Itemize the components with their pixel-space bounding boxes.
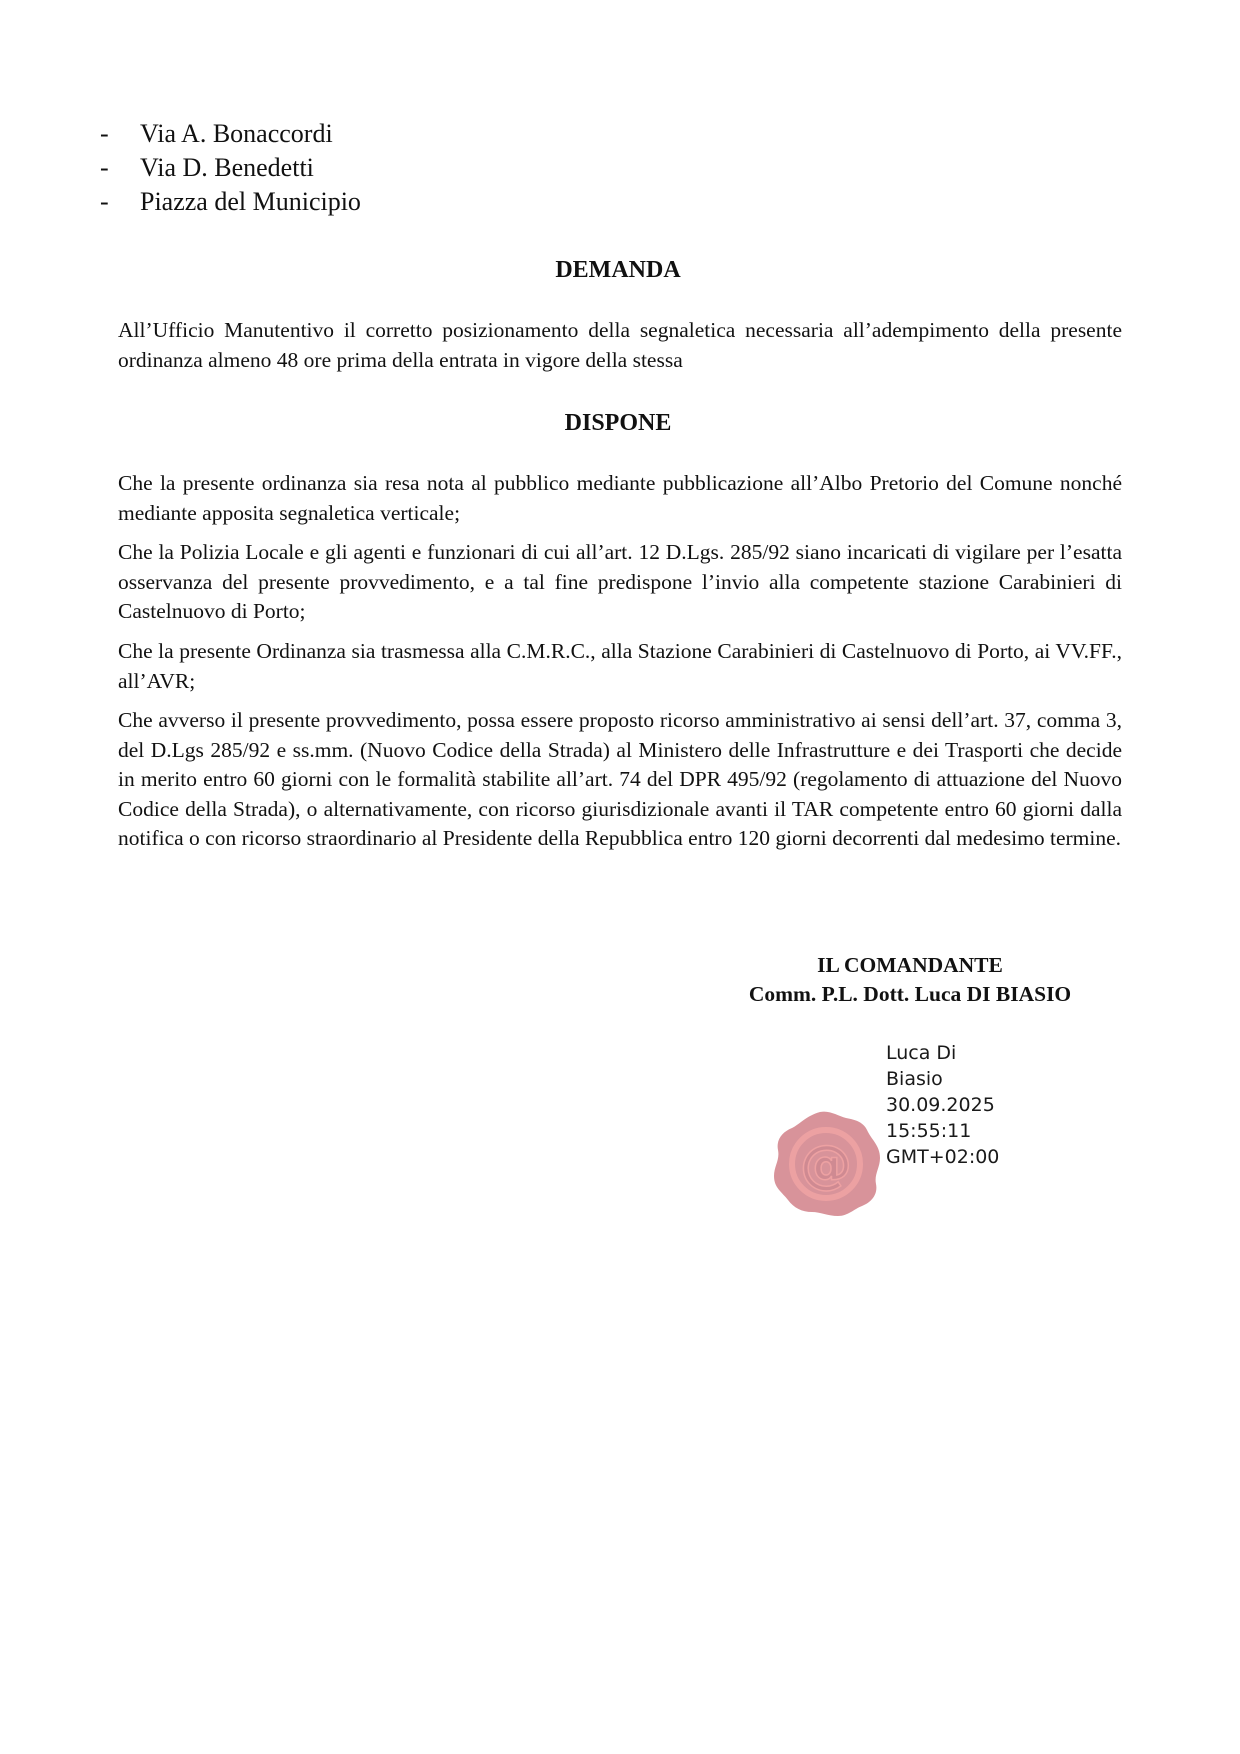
signer-name: Comm. P.L. Dott. Luca DI BIASIO	[748, 982, 1072, 1006]
bullet-dash: -	[100, 153, 109, 182]
bullet-dash: -	[100, 187, 109, 216]
list-item	[100, 117, 361, 151]
svg-text:@: @	[800, 1135, 852, 1195]
sig-line-name-2: Biasio	[886, 1068, 943, 1090]
list-item	[100, 151, 361, 185]
street-name: Via A. Bonaccordi	[140, 119, 333, 148]
digital-signature-info	[886, 1040, 999, 1170]
dispone-paragraph: Che la presente Ordinanza sia trasmessa alla C.M.R.C., alla Stazione Carabinieri di Castelnuovo di Porto, ai VV.FF., all’AVR;	[118, 639, 1122, 693]
demanda-paragraph: All’Ufficio Manutentivo il corretto posizionamento della segnaletica necessaria all’adempimento della presente ordinanza almeno 48 ore prima della entrata in vigore della stessa	[118, 318, 1122, 372]
dispone-paragraph: Che la presente ordinanza sia resa nota al pubblico mediante pubblicazione all’Albo Pretorio del Comune nonché mediante apposita segnaletica verticale;	[118, 471, 1122, 525]
sig-line-date: 30.09.2025	[886, 1094, 995, 1116]
section-heading-demanda: DEMANDA	[555, 257, 681, 283]
dispone-paragraph: Che la Polizia Locale e gli agenti e funzionari di cui all’art. 12 D.Lgs. 285/92 siano incaricati di vigilare per l’esatta osservanza del presente provvedimento, e a tal fine predispone l’invio alla competente stazione Carabinieri di Castelnuovo di Porto;	[118, 540, 1122, 623]
street-name: Piazza del Municipio	[140, 187, 361, 216]
list-item	[100, 185, 361, 219]
signer-title: IL COMANDANTE	[817, 953, 1003, 977]
sig-line-timezone: GMT+02:00	[886, 1146, 1000, 1168]
wax-seal-at-icon	[768, 1108, 886, 1220]
street-name: Via D. Benedetti	[140, 153, 314, 182]
sig-line-name-1: Luca Di	[886, 1042, 957, 1064]
bullet-dash: -	[100, 119, 109, 148]
street-list	[100, 117, 361, 219]
dispone-paragraph: Che avverso il presente provvedimento, possa essere proposto ricorso amministrativo ai sensi dell’art. 37, comma 3, del D.Lgs 285/92 e ss.mm. (Nuovo Codice della Strada) al Ministero delle Infrastrutture e dei Trasporti che decide in merito entro 60 giorni con le formalità stabilite all’art. 74 del DPR 495/92 (regolamento di attuazione del Nuovo Codice della Strada), o alternativamente, con ricorso giurisdizionale avanti il TAR competente entro 60 giorni dalla notifica o con ricorso straordinario al Presidente della Repubblica entro 120 giorni decorrenti dal medesimo termine.	[118, 708, 1122, 850]
sig-line-time: 15:55:11	[886, 1120, 972, 1142]
section-heading-dispone: DISPONE	[564, 410, 672, 436]
signature-block	[690, 951, 1130, 1009]
